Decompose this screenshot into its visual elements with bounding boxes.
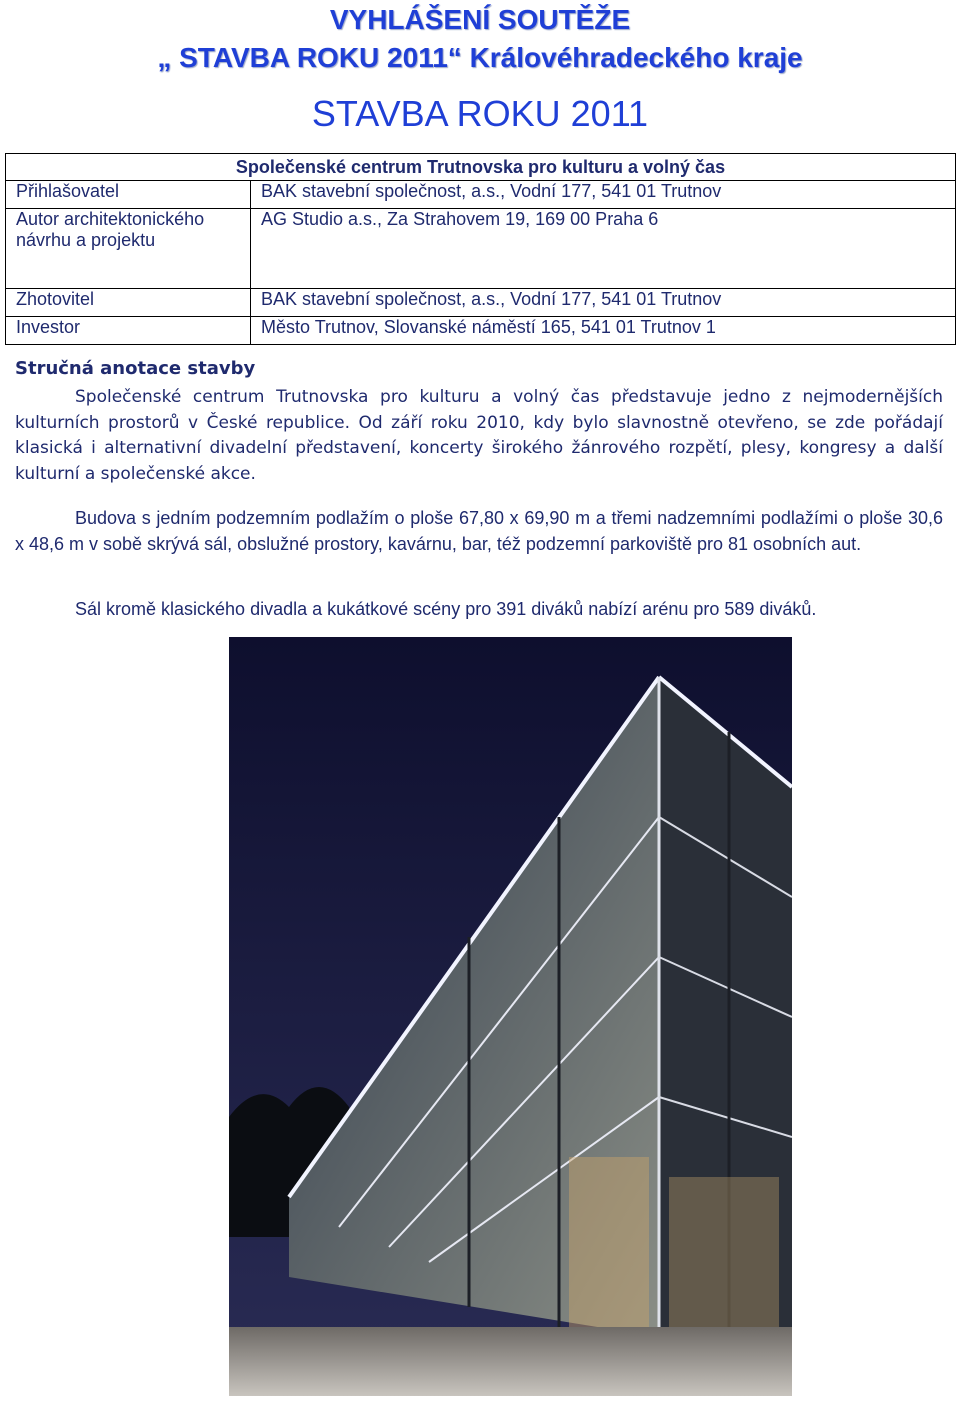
announcement-title: VYHLÁŠENÍ SOUTĚŽE [329, 4, 631, 35]
info-table [5, 153, 956, 345]
applicant-value: BAK stavební společnost, a.s., Vodní 177, 541 01 Trutnov [251, 181, 956, 209]
contractor-value: BAK stavební společnost, a.s., Vodní 177, 541 01 Trutnov [251, 289, 956, 317]
annotation-paragraph: Společenské centrum Trutnovska pro kulturu a volný čas představuje jedno z nejmodernějších kulturních prostorů v České republice. Od září roku 2010, kdy bylo slavnostně otevřeno, se zde pořádají klasická i alternativní divadelní představení, koncerty širokého žánrového rozpětí, plesy, kongresy a další kulturní a společenské akce. [15, 387, 943, 484]
stavba-roku-heading: STAVBA ROKU 2011 [311, 93, 649, 134]
contractor-label: Zhotovitel [6, 289, 251, 317]
author-label: Autor architektonického návrhu a projektu [6, 209, 251, 289]
building-night-photo [229, 637, 792, 1396]
investor-value: Město Trutnov, Slovanské náměstí 165, 541 01 Trutnov 1 [251, 317, 956, 345]
applicant-label: Přihlašovatel [6, 181, 251, 209]
annotation-title: Stručná anotace stavby [15, 358, 256, 379]
author-value: AG Studio a.s., Za Strahovem 19, 169 00 Praha 6 [251, 209, 956, 289]
annotation-paragraph: Budova s jedním podzemním podlažím o ploše 67,80 x 69,90 m a třemi nadzemními podlažími o ploše 30,6 x 48,6 m v sobě skrývá sál, obslužné prostory, kavárnu, bar, též podzemní parkoviště pro 81 osobních aut. [15, 508, 943, 554]
investor-label: Investor [6, 317, 251, 345]
annotation-paragraph: Sál kromě klasického divadla a kukátkové scény pro 391 diváků nabízí arénu pro 589 diváků. [75, 599, 817, 619]
announcement-subtitle: „ STAVBA ROKU 2011“ Královéhradeckého kraje [157, 42, 803, 73]
project-name: Společenské centrum Trutnovska pro kulturu a volný čas [6, 154, 956, 181]
